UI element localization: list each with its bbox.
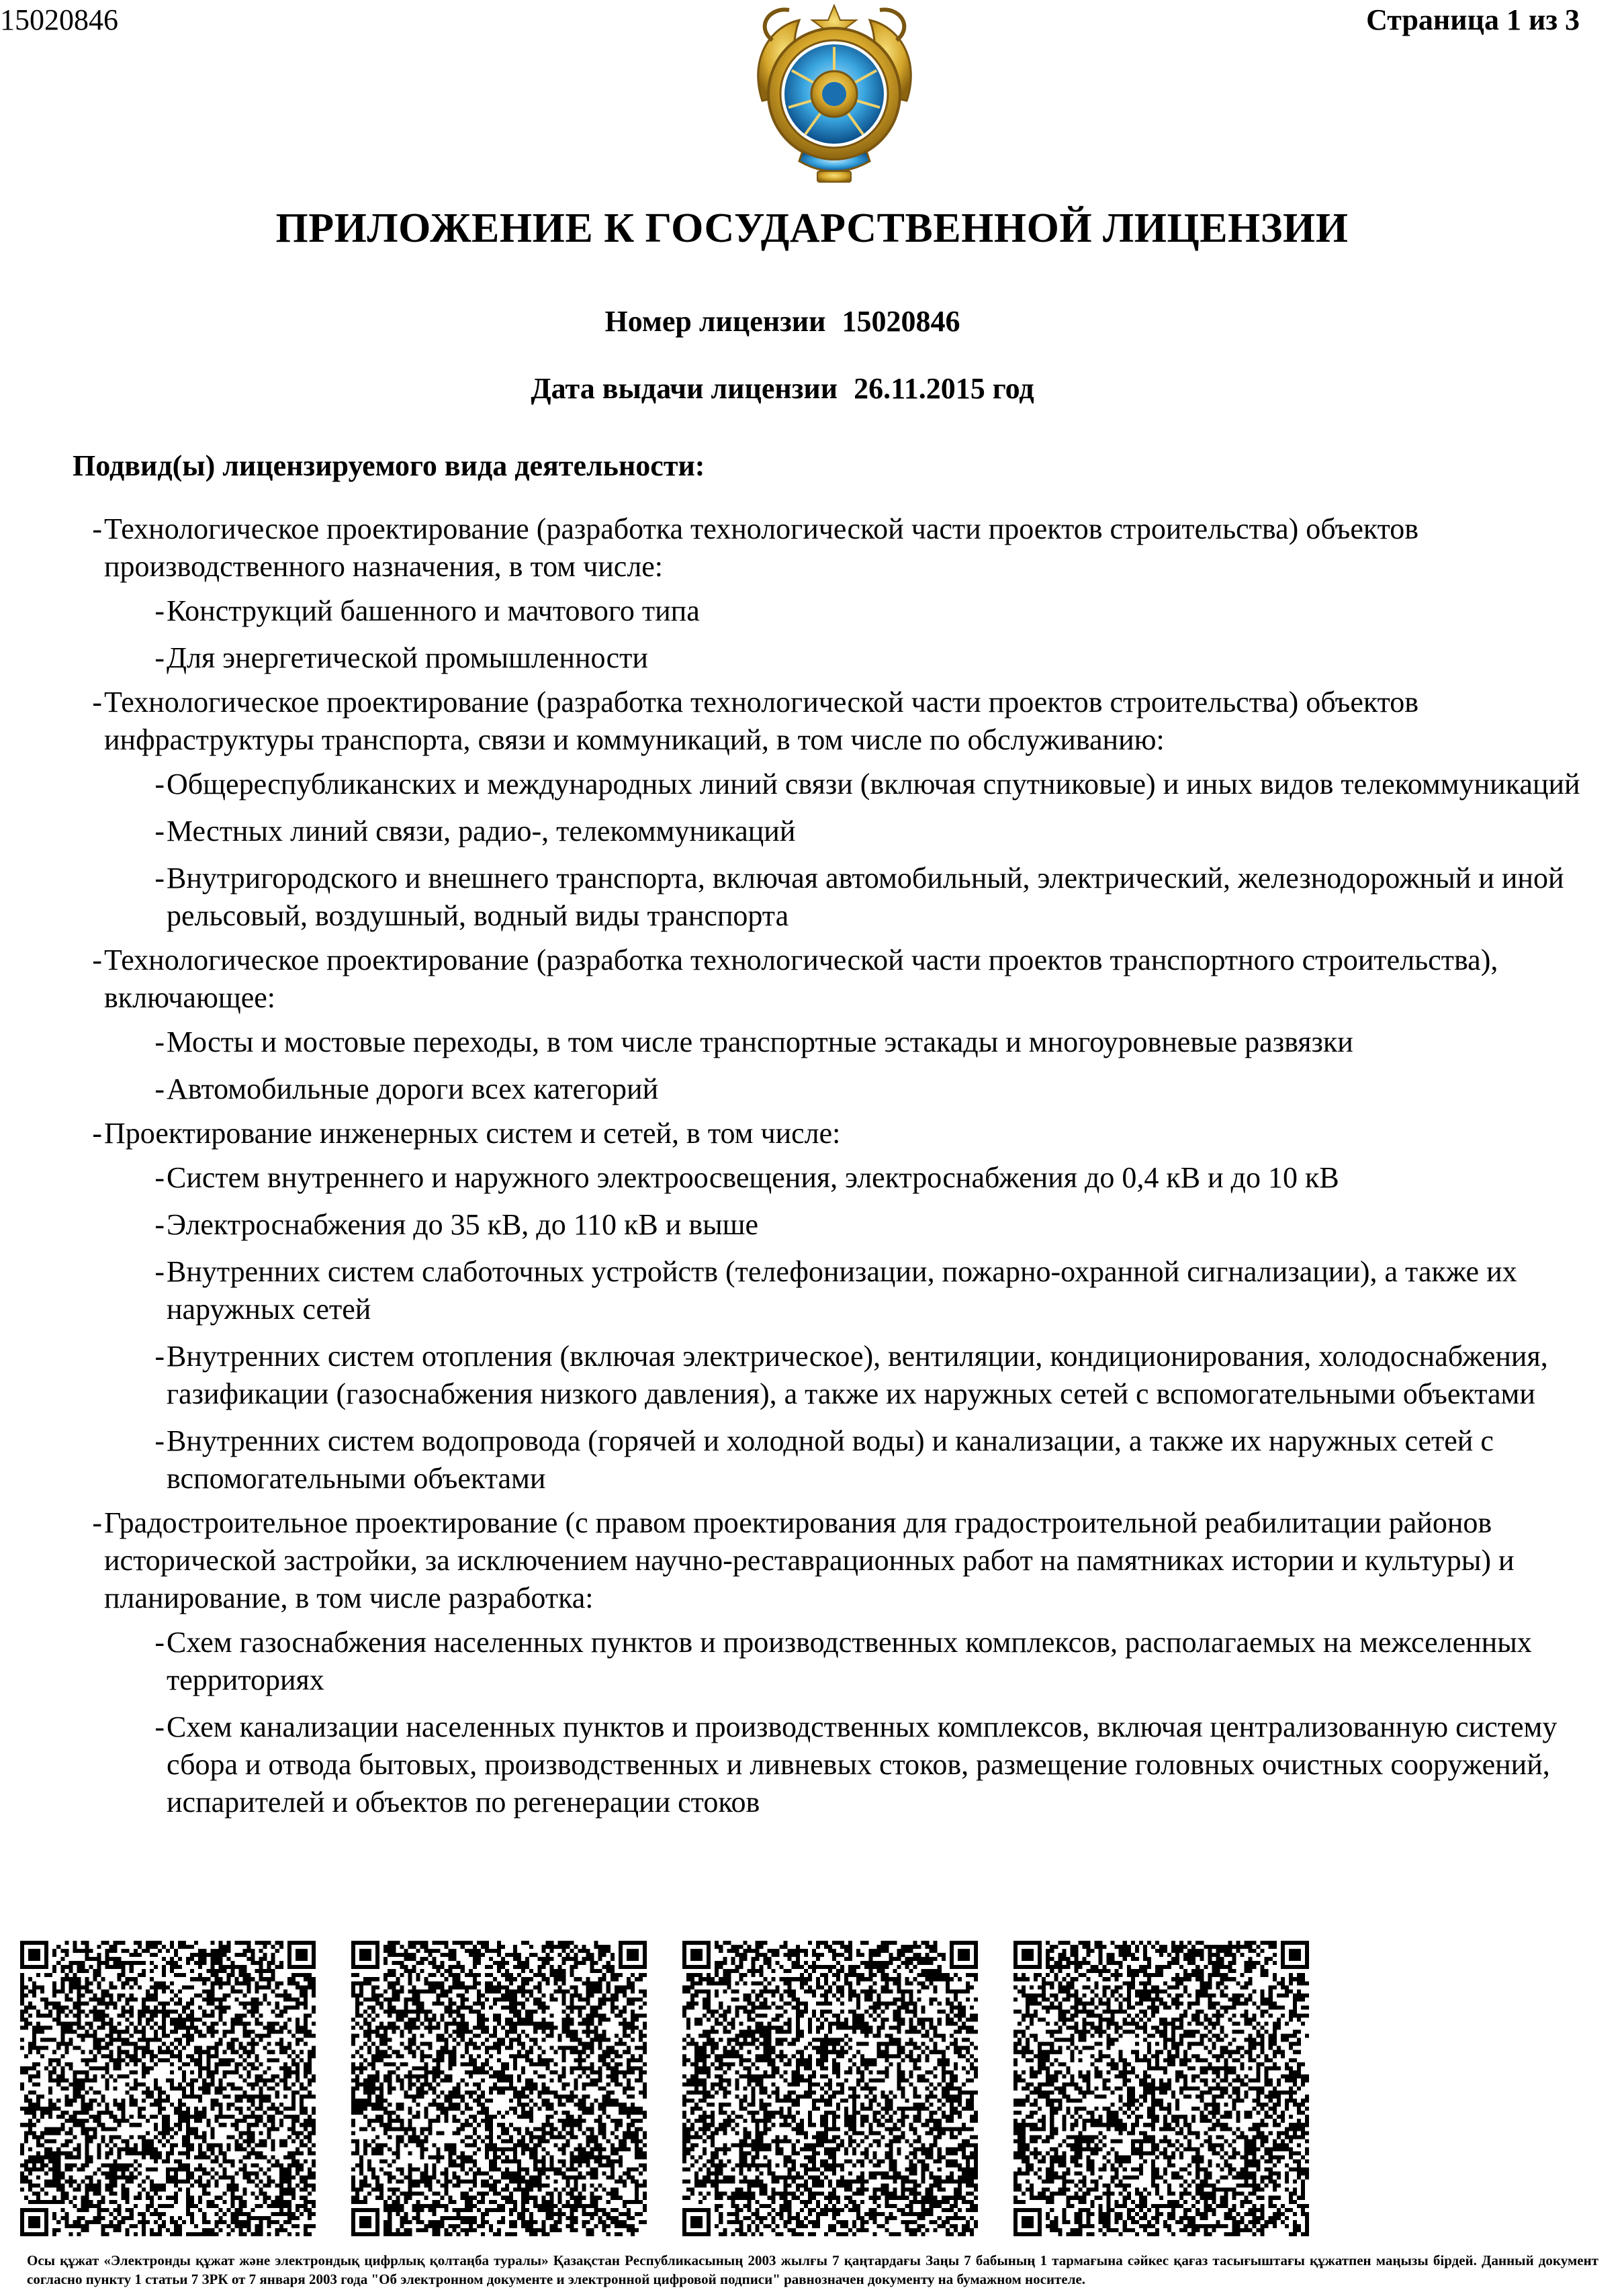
activity-subitem [0,1070,1624,1108]
activity-text: Автомобильные дороги всех категорий [167,1072,659,1105]
activity-subitem [0,813,1624,850]
activity-text: Технологическое проектирование (разработка технологической части проектов строительства) объектов производственного назначения, в том числе: [104,512,1419,583]
list-dash: - [154,1161,165,1194]
list-dash: - [92,686,102,719]
qr-code-icon [20,1941,316,2236]
qr-code-icon [1013,1941,1309,2236]
activity-text: Градостроительное проектирование (с правом проектирования для градостроительной реабилитации районов исторической застройки, за исключением научно-реставрационных работ на памятниках истории и культуры) и планирование, в том числе разработка: [104,1506,1515,1614]
license-number-value: 15020846 [842,305,960,338]
activity-text: Общереспубликанских и международных линий связи (включая спутниковые) и иных видов телекоммуникаций [167,768,1580,800]
list-dash: - [154,862,165,894]
activity-text: Систем внутреннего и наружного электроосвещения, электроснабжения до 0,4 кВ и до 10 кВ [167,1161,1339,1194]
activity-list [0,510,1624,1831]
list-dash: - [154,1025,165,1058]
activity-text: Мосты и мостовые переходы, в том числе транспортные эстакады и многоуровневые развязки [167,1025,1353,1058]
list-dash: - [154,1340,165,1373]
activity-subitem [0,592,1624,630]
activity-item [0,942,1624,1017]
list-dash: - [154,1424,165,1457]
activity-text: Внутренних систем слаботочных устройств (телефонизации, пожарно-охранной сигнализации), а также их наружных сетей [167,1255,1517,1326]
section-heading: Подвид(ы) лицензируемого вида деятельности: [73,449,705,482]
activity-text: Схем канализации населенных пунктов и производственных комплексов, включая централизованную систему сбора и отвода бытовых, производственных и ливневых стоков, размещение головных очистных сооружений, испарителей и объектов по регенерации стоков [167,1710,1558,1819]
activity-text: Схем газоснабжения населенных пунктов и производственных комплексов, располагаемых на межселенных территориях [167,1626,1532,1696]
activity-subitem [0,639,1624,677]
qr-code-modules [682,1941,978,2236]
qr-code-icon [351,1941,647,2236]
list-dash: - [154,1255,165,1288]
activity-text: Внутренних систем отопления (включая электрическое), вентиляции, кондиционирования, холодоснабжения, газификации (газоснабжения низкого давления), а также их наружных сетей с вспомогательными объектами [167,1340,1548,1410]
list-dash: - [92,944,102,976]
legal-footer: Осы құжат «Электронды құжат және электрондық цифрлық қолтаңба туралы» Қазақстан Республикасының 2003 жылғы 7 қаңтардағы Заңы 7 бабының 1 тармағына сәйкес қағаз тасығыштағы құжатпен маңызы бірдей. Данный документ согласно пункту 1 статьи 7 ЗРК от 7 января 2003 года "Об электронном документе и электронной цифровой подписи" равнозначен документу на бумажном носителе. [27,2252,1598,2287]
activity-subitem [0,1338,1624,1413]
activity-text: Для энергетической промышленности [167,641,648,674]
document-number: 15020846 [0,3,118,36]
list-dash: - [154,815,165,847]
activity-subitem [0,1206,1624,1244]
activity-text: Местных линий связи, радио-, телекоммуникаций [167,815,796,847]
activity-text: Электроснабжения до 35 кВ, до 110 кВ и выше [167,1208,759,1241]
activity-item [0,1504,1624,1617]
qr-code-row [0,1941,1624,2236]
activity-subitem [0,1253,1624,1328]
activity-item [0,510,1624,586]
activity-text: Внутренних систем водопровода (горячей и холодной воды) и канализации, а также их наружных сетей с вспомогательными объектами [167,1424,1494,1495]
activity-text: Технологическое проектирование (разработка технологической части проектов строительства) объектов инфраструктуры транспорта, связи и коммуникаций, в том числе по обслуживанию: [104,686,1419,756]
license-date-label: Дата выдачи лицензии [531,372,838,405]
list-dash: - [92,1506,102,1539]
list-dash: - [154,641,165,674]
license-number-label: Номер лицензии [604,305,826,338]
activity-subitem [0,1708,1624,1821]
license-number [0,304,1565,338]
qr-code-modules [351,1941,647,2236]
activity-item [0,1115,1624,1152]
activity-text: Внутригородского и внешнего транспорта, включая автомобильный, электрический, железнодорожный и иной рельсовый, воздушный, водный виды транспорта [167,862,1564,932]
list-dash: - [154,1710,165,1743]
activity-item [0,684,1624,759]
list-dash: - [92,512,102,545]
list-dash: - [154,1208,165,1241]
license-issue-date [0,371,1565,406]
page-indicator: Страница 1 из 3 [1366,3,1580,36]
state-emblem-icon [742,0,927,188]
activity-subitem [0,1023,1624,1061]
activity-text: Технологическое проектирование (разработка технологической части проектов транспортного строительства), включающее: [104,944,1498,1014]
list-dash: - [154,768,165,800]
list-dash: - [154,1626,165,1659]
activity-subitem [0,1159,1624,1197]
activity-subitem [0,860,1624,935]
page-title: ПРИЛОЖЕНИЕ К ГОСУДАРСТВЕННОЙ ЛИЦЕНЗИИ [275,205,1349,251]
qr-code-modules [20,1941,316,2236]
qr-code-icon [682,1941,978,2236]
activity-subitem [0,1624,1624,1699]
activity-text: Проектирование инженерных систем и сетей, в том числе: [104,1117,841,1150]
license-date-value: 26.11.2015 год [854,372,1034,405]
activity-text: Конструкций башенного и мачтового типа [167,594,700,627]
list-dash: - [92,1117,102,1150]
list-dash: - [154,1072,165,1105]
activity-subitem [0,766,1624,803]
list-dash: - [154,594,165,627]
qr-code-modules [1013,1941,1309,2236]
activity-subitem [0,1422,1624,1498]
